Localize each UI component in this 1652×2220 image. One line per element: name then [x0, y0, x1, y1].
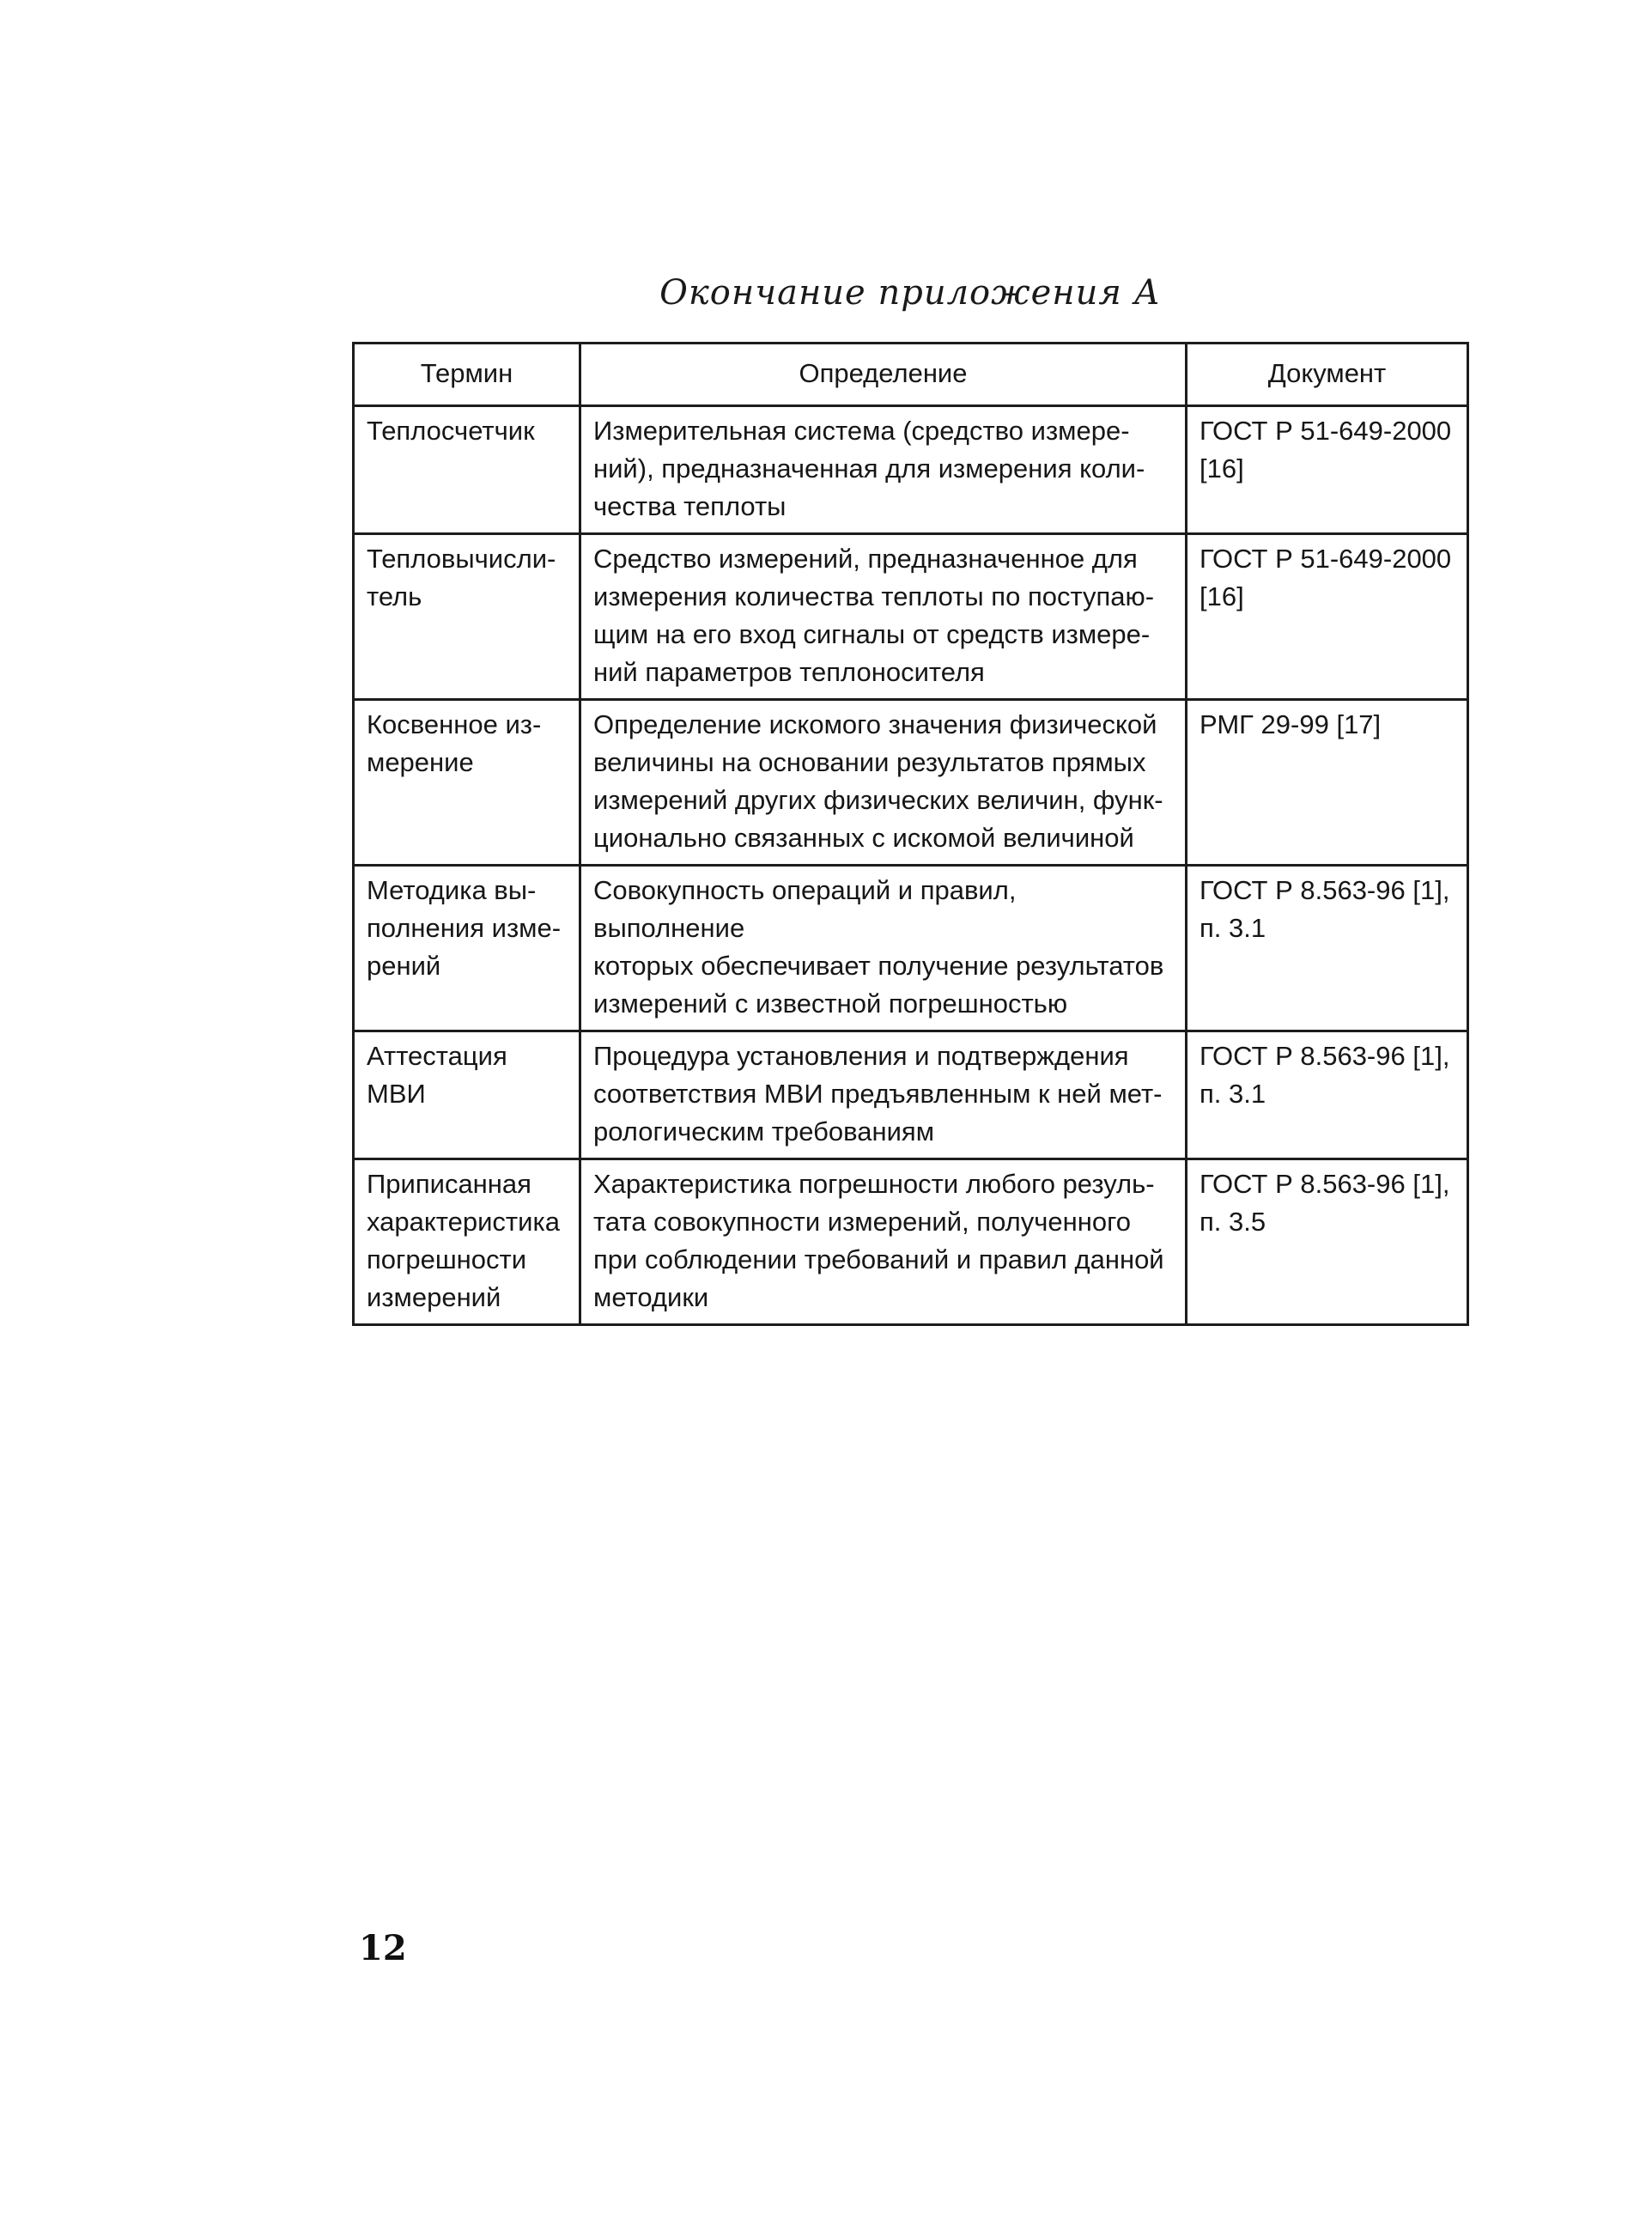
definition-cell: Совокупность операций и правил, выполнение которых обеспечивает получение результатов измерений с известной погрешностью	[580, 866, 1187, 1031]
document-cell: ГОСТ Р 51-649-2000 [16]	[1187, 534, 1468, 700]
term-cell: Аттестация МВИ	[354, 1031, 580, 1159]
terms-table	[352, 342, 1469, 1326]
definition-cell: Характеристика погрешности любого резуль- тата совокупности измерений, полученного при соблюдении требований и правил данной методики	[580, 1159, 1187, 1325]
table-row	[354, 534, 1468, 700]
term-cell: Косвенное из- мерение	[354, 700, 580, 866]
header-document: Документ	[1187, 344, 1468, 406]
table-row	[354, 406, 1468, 534]
document-cell: ГОСТ Р 8.563-96 [1], п. 3.1	[1187, 866, 1468, 1031]
definition-cell: Определение искомого значения физической величины на основании результатов прямых измерений других физических величин, функ- ционально связанных с искомой величиной	[580, 700, 1187, 866]
term-cell: Методика вы- полнения изме- рений	[354, 866, 580, 1031]
table-row	[354, 866, 1468, 1031]
table-row	[354, 1159, 1468, 1325]
term-cell: Тепловычисли- тель	[354, 534, 580, 700]
document-cell: РМГ 29-99 [17]	[1187, 700, 1468, 866]
appendix-heading: Окончание приложения А	[659, 273, 1161, 313]
document-cell: ГОСТ Р 8.563-96 [1], п. 3.5	[1187, 1159, 1468, 1325]
document-cell: ГОСТ Р 8.563-96 [1], п. 3.1	[1187, 1031, 1468, 1159]
table-header-row	[354, 344, 1468, 406]
document-cell: ГОСТ Р 51-649-2000 [16]	[1187, 406, 1468, 534]
definition-cell: Измерительная система (средство измере- ний), предназначенная для измерения коли- чества теплоты	[580, 406, 1187, 534]
definition-cell: Средство измерений, предназначенное для измерения количества теплоты по поступаю- щим на его вход сигналы от средств измере- ний параметров теплоносителя	[580, 534, 1187, 700]
table-row	[354, 700, 1468, 866]
header-term: Термин	[354, 344, 580, 406]
table-row	[354, 1031, 1468, 1159]
definition-cell: Процедура установления и подтверждения соответствия МВИ предъявленным к ней мет- рологическим требованиям	[580, 1031, 1187, 1159]
term-cell: Приписанная характеристика погрешности измерений	[354, 1159, 580, 1325]
page-number: 12	[359, 1928, 407, 1968]
term-cell: Теплосчетчик	[354, 406, 580, 534]
header-definition: Определение	[580, 344, 1187, 406]
